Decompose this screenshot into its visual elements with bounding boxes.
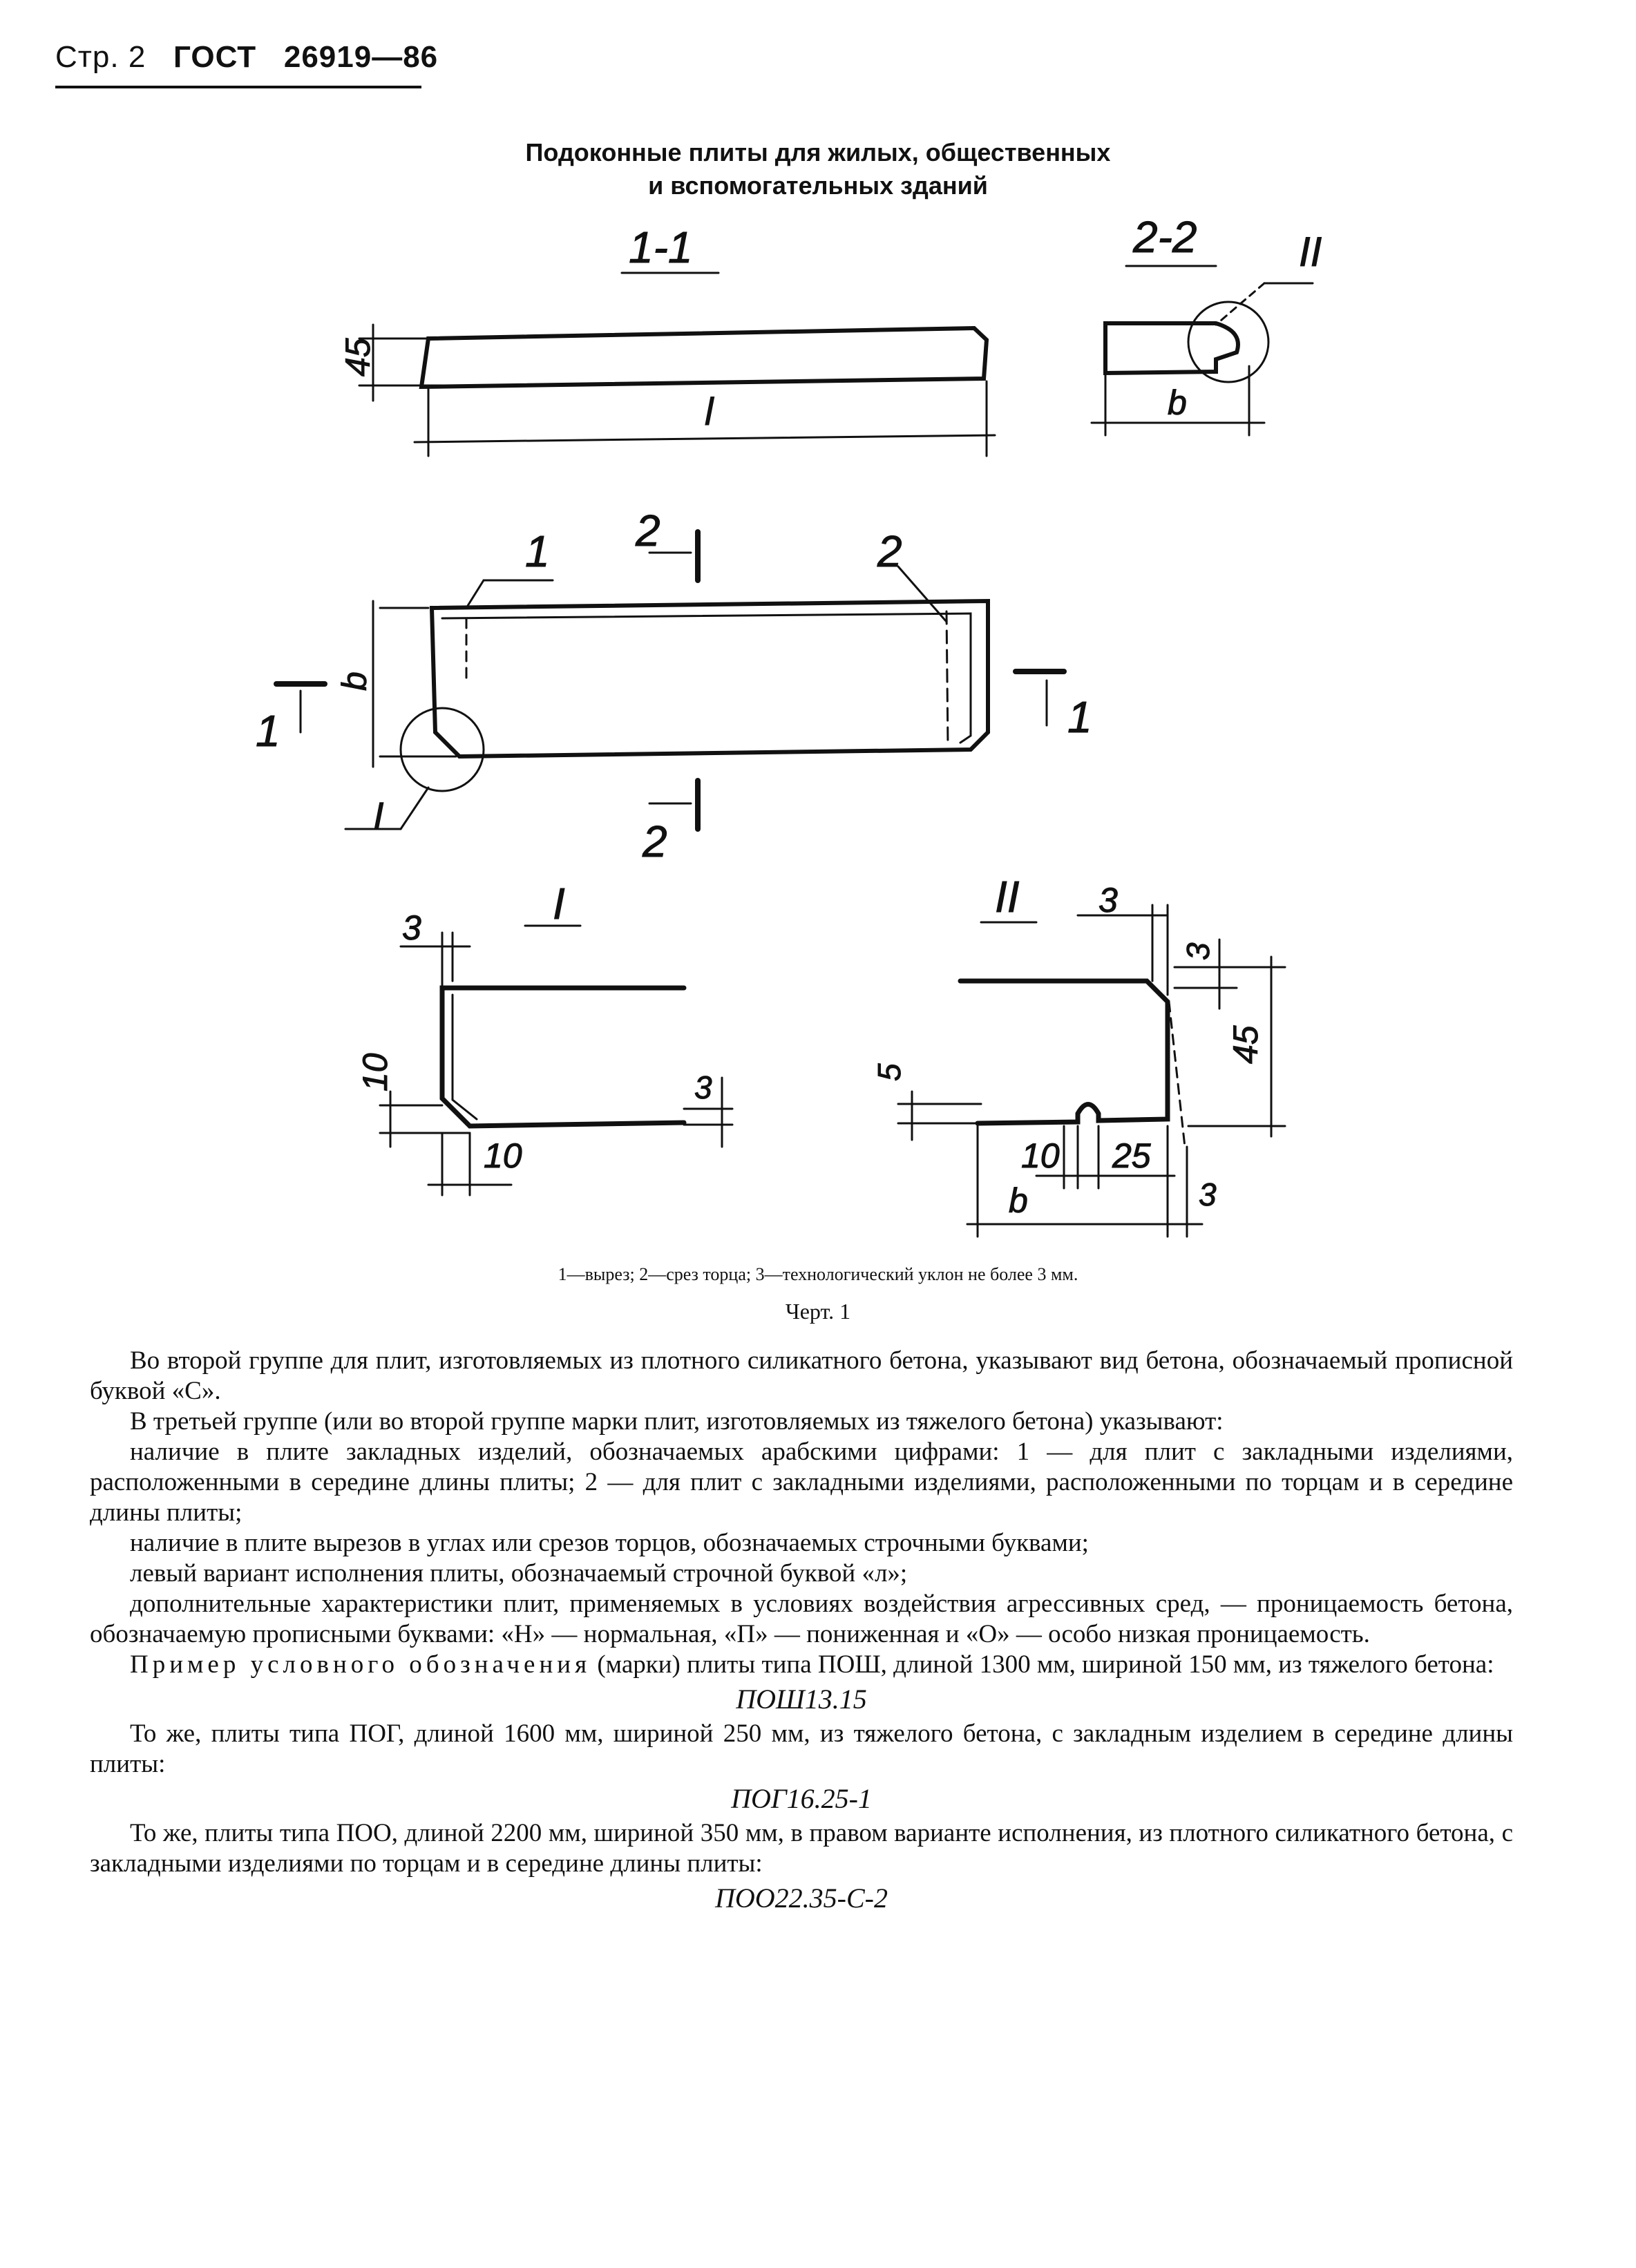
callout-1: 1 bbox=[525, 526, 550, 576]
dim-b-label-top: b bbox=[1168, 383, 1187, 422]
detail-i bbox=[356, 879, 732, 1195]
designation-code-2: ПОГ16.25-1 bbox=[731, 1783, 872, 1814]
cut-2-top: 2 bbox=[636, 506, 660, 555]
dim-l-label: l bbox=[705, 390, 714, 433]
dim-3-detail-i-right: 3 bbox=[694, 1069, 712, 1105]
plan-view bbox=[256, 506, 1092, 866]
dim-3-detail-ii-top: 3 bbox=[1098, 881, 1118, 919]
dim-b-label-plan: b bbox=[335, 671, 374, 691]
dim-45-detail-ii: 45 bbox=[1226, 1025, 1265, 1064]
example-rest: (марки) плиты типа ПОШ, длиной 1300 мм, шириной 150 мм, из тяжелого бетона: bbox=[591, 1650, 1494, 1679]
dim-3-detail-i-top: 3 bbox=[402, 908, 421, 947]
designation-code-3: ПОО22.35-С-2 bbox=[715, 1883, 888, 1914]
figure-title-line2: и вспомогательных зданий bbox=[648, 171, 988, 200]
paragraph-3: наличие в плите закладных изделий, обозначаемых арабскими цифрами: 1 — для плит с закладными изделиями, расположенными в середине длины плиты; 2 — для плит с закладными изделиями, расположенными по торцам и в середине длины плиты; bbox=[90, 1438, 1513, 1527]
dim-3-detail-ii-right: 3 bbox=[1180, 942, 1216, 960]
dim-5-detail-ii: 5 bbox=[871, 1063, 907, 1081]
detail-ref-ii: II bbox=[1299, 229, 1322, 275]
detail-ii-title: II bbox=[995, 872, 1020, 922]
dim-45-label: 45 bbox=[339, 338, 377, 377]
dim-10-detail-ii: 10 bbox=[1021, 1136, 1060, 1175]
section-1-1 bbox=[339, 222, 995, 456]
cut-1-left: 1 bbox=[256, 706, 280, 756]
cut-2-bottom: 2 bbox=[643, 817, 667, 866]
page-number: Стр. 2 bbox=[55, 40, 146, 74]
designation-code-1: ПОШ13.15 bbox=[736, 1684, 867, 1715]
dim-10-detail-i-left: 10 bbox=[356, 1053, 394, 1092]
paragraph-5: левый вариант исполнения плиты, обозначаемый строчной буквой «л»; bbox=[130, 1559, 908, 1588]
figure-legend: 1—вырез; 2—срез торца; 3—технологический уклон не более 3 мм. bbox=[558, 1264, 1078, 1284]
paragraph-2: В третьей группе (или во второй группе марки плит, изготовляемых из тяжелого бетона) указывают: bbox=[130, 1407, 1224, 1436]
standard-label: ГОСТ bbox=[173, 40, 257, 74]
detail-ref-i: I bbox=[373, 794, 384, 837]
section-1-1-label: 1-1 bbox=[629, 222, 693, 272]
section-2-2-label: 2-2 bbox=[1133, 212, 1197, 262]
figure-caption: Черт. 1 bbox=[785, 1299, 851, 1324]
dim-3-detail-ii-bottom: 3 bbox=[1199, 1176, 1217, 1212]
paragraph-example bbox=[90, 1650, 1513, 1680]
body-text bbox=[90, 1346, 1513, 1918]
paragraph-6: дополнительные характеристики плит, применяемых в условиях воздействия агрессивных сред, — проницаемость бетона, обозначаемую прописными буквами: «Н» — нормальная, «П» — пониженная и «О» — особо низкая проницаемость. bbox=[90, 1590, 1513, 1648]
dim-b-detail-ii: b bbox=[1009, 1181, 1028, 1220]
paragraph-9: То же, плиты типа ПОО, длиной 2200 мм, шириной 350 мм, в правом варианте исполнения, из плотного силикатного бетона, с закладными изделиями по торцам и в середине длины плиты: bbox=[90, 1819, 1513, 1878]
paragraph-1: Во второй группе для плит, изготовляемых из плотного силикатного бетона, указывают вид бетона, обозначаемый прописной буквой «С». bbox=[90, 1346, 1513, 1405]
cut-1-right: 1 bbox=[1067, 692, 1092, 742]
example-lead: Пример условного обозначения bbox=[130, 1650, 591, 1679]
section-2-2 bbox=[1092, 212, 1322, 435]
callout-2: 2 bbox=[877, 526, 902, 576]
paragraph-8: То же, плиты типа ПОГ, длиной 1600 мм, шириной 250 мм, из тяжелого бетона, с закладным изделием в середине длины плиты: bbox=[90, 1719, 1513, 1778]
paragraph-4: наличие в плите вырезов в углах или срезов торцов, обозначаемых строчными буквами; bbox=[130, 1529, 1089, 1557]
standard-number: 26919—86 bbox=[283, 40, 439, 74]
dim-10-detail-i-bottom: 10 bbox=[484, 1136, 522, 1175]
dim-25-detail-ii: 25 bbox=[1112, 1136, 1151, 1175]
figure-title-line1: Подоконные плиты для жилых, общественных bbox=[525, 138, 1111, 166]
detail-i-title: I bbox=[553, 879, 565, 928]
detail-ii bbox=[871, 872, 1285, 1237]
